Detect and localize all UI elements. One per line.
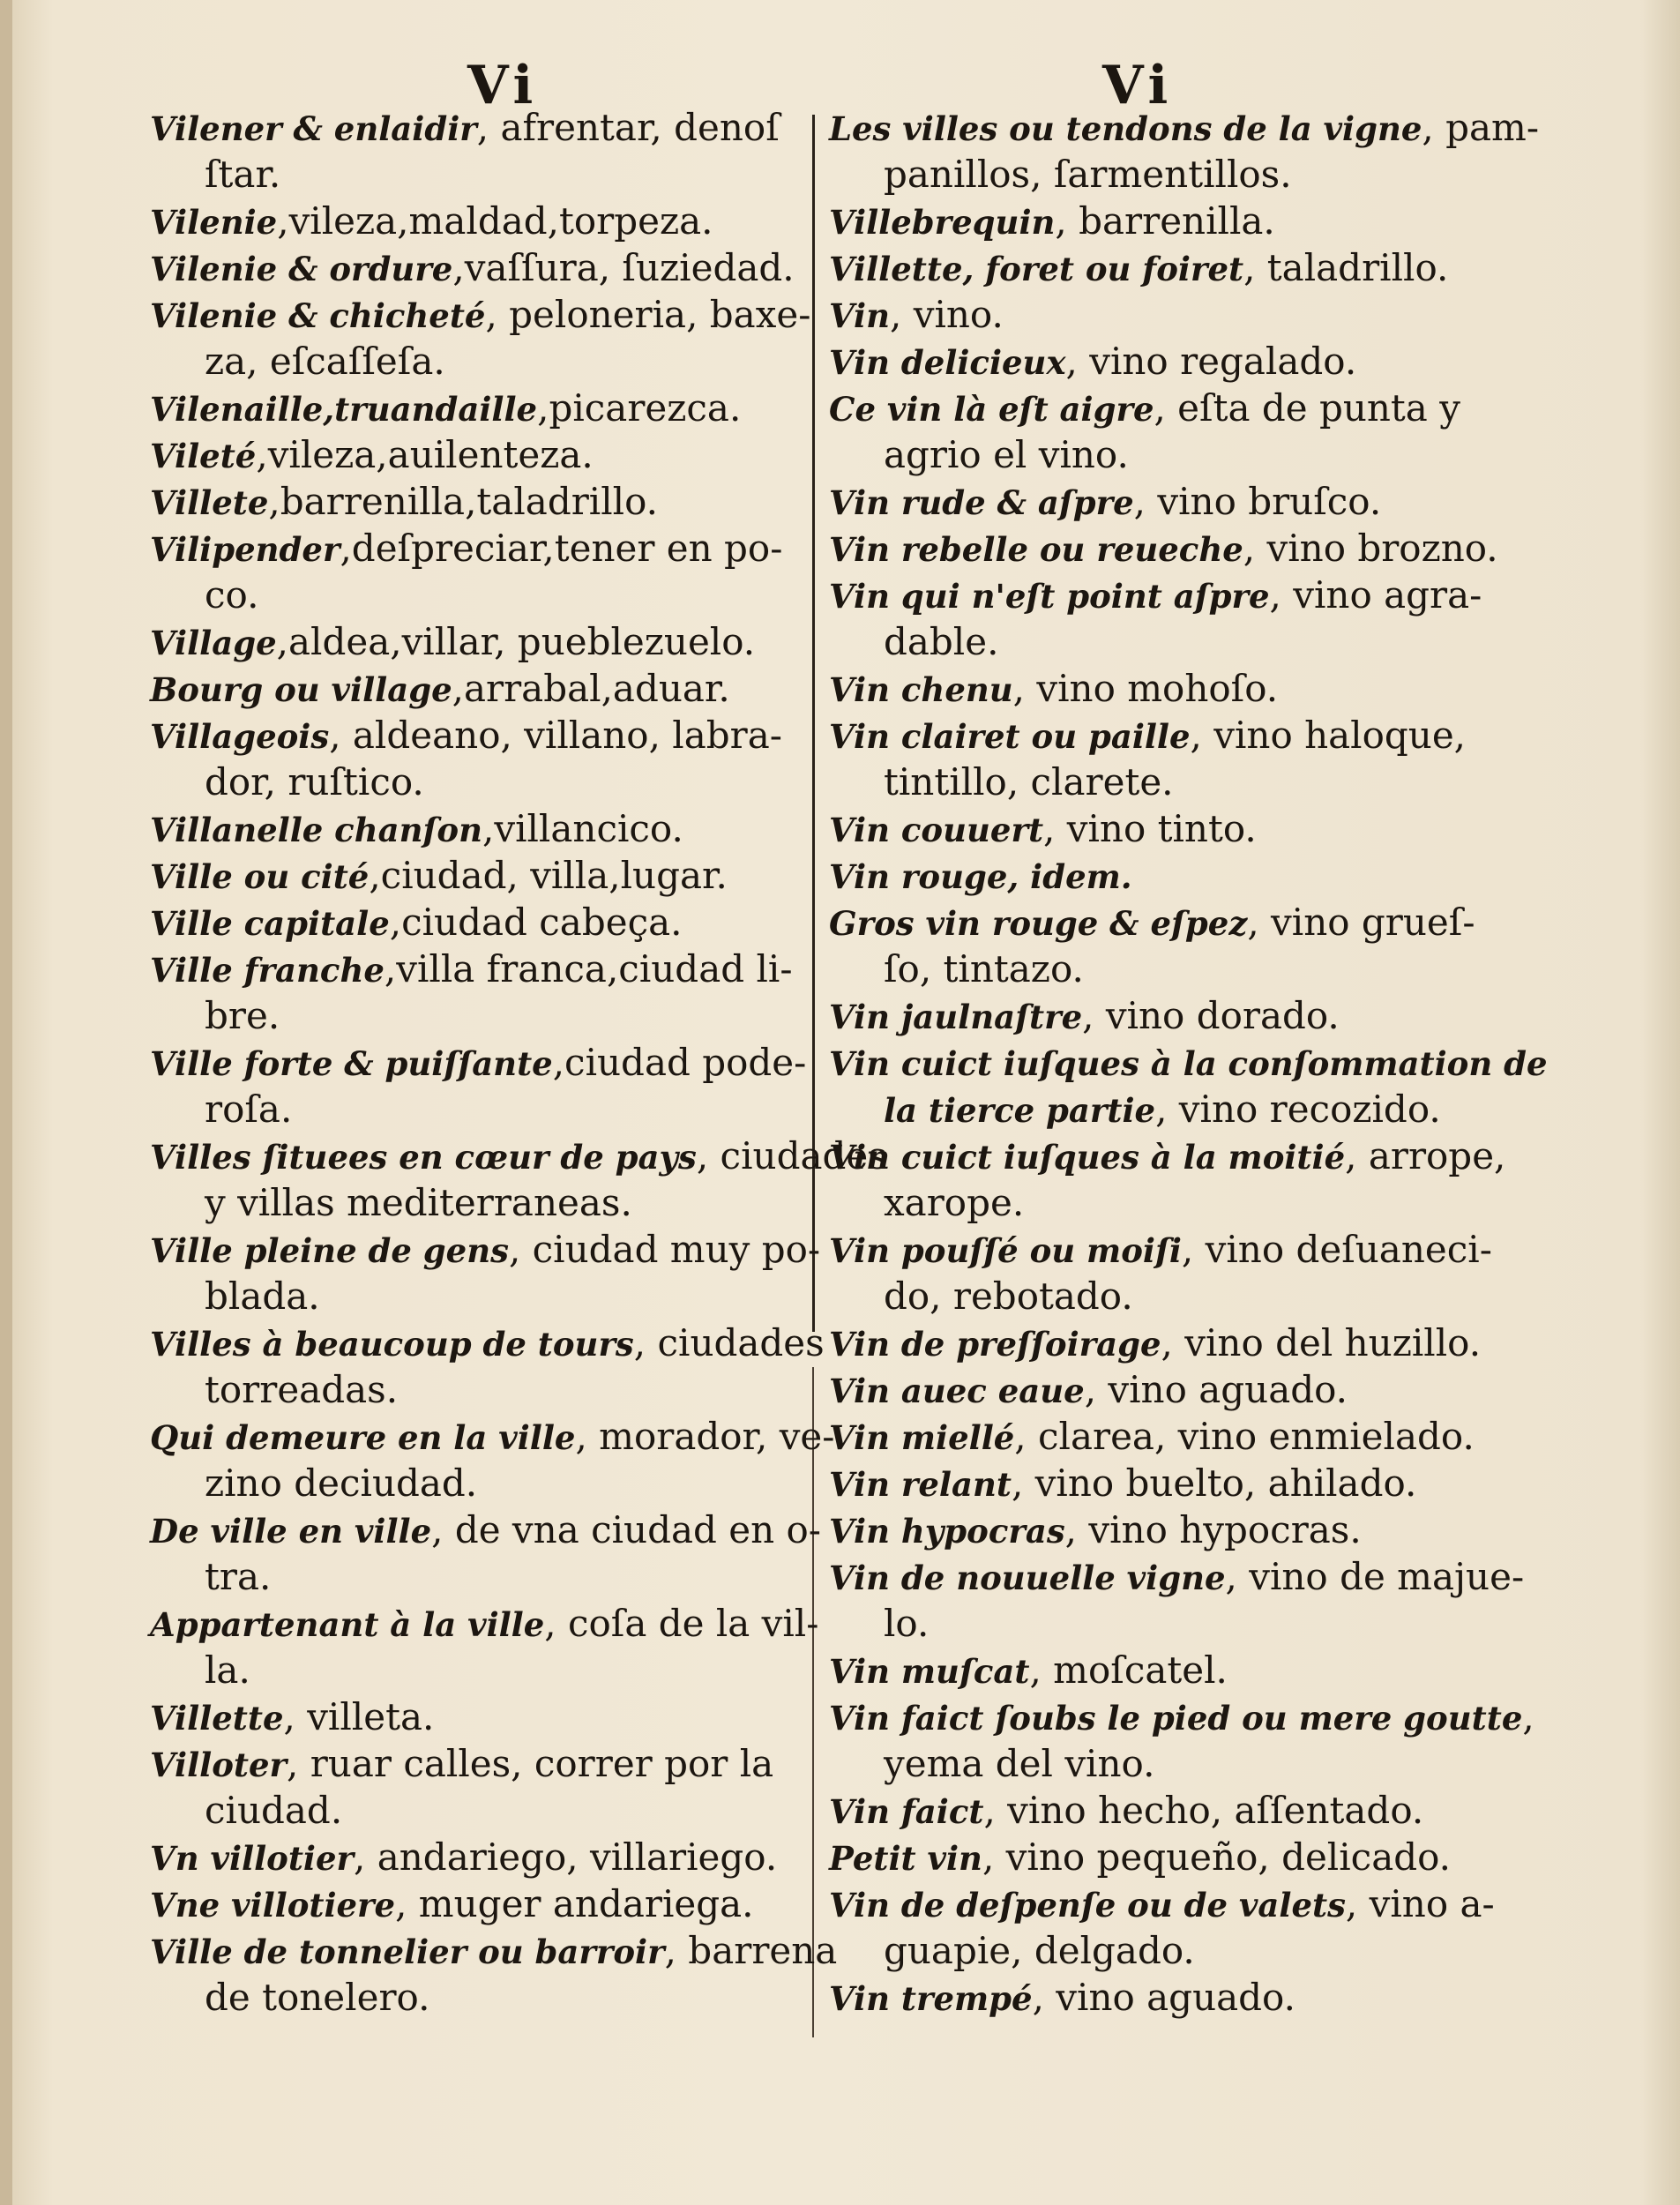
translation: , vino haloque, bbox=[1190, 714, 1467, 757]
headword: Vin de preſſoirage bbox=[829, 1325, 1161, 1364]
translation: guapie, delgado. bbox=[884, 1929, 1195, 1972]
dictionary-entry bbox=[150, 431, 820, 478]
dictionary-entry bbox=[150, 1880, 820, 1927]
headword: Vin de deſpenſe ou de valets bbox=[829, 1886, 1346, 1925]
dictionary-entry bbox=[150, 1039, 820, 1132]
entry-line bbox=[829, 1319, 1508, 1366]
dictionary-entry bbox=[150, 291, 820, 385]
entry-continuation-line bbox=[150, 1787, 820, 1834]
dictionary-entry bbox=[150, 712, 820, 805]
entry-continuation-line bbox=[150, 1273, 820, 1319]
entry-line bbox=[150, 1413, 835, 1460]
dictionary-entry bbox=[150, 525, 820, 618]
translation: xarope. bbox=[884, 1181, 1025, 1224]
page-gutter-edge bbox=[0, 0, 12, 2205]
headword: Appartenant à la ville bbox=[150, 1605, 545, 1644]
headword: Bourg ou village bbox=[150, 670, 452, 709]
dictionary-entry bbox=[829, 992, 1508, 1039]
right-column bbox=[829, 104, 1548, 2021]
dictionary-entry bbox=[150, 1319, 825, 1413]
headword: Ville ou cité bbox=[150, 857, 370, 896]
translation: , ciudad muy po- bbox=[508, 1228, 821, 1271]
headword: Villageois bbox=[150, 717, 330, 756]
entry-line bbox=[829, 1787, 1508, 1834]
entry-line bbox=[150, 525, 820, 572]
translation: , pam- bbox=[1422, 106, 1540, 149]
entry-line bbox=[829, 1132, 1508, 1179]
translation: ciudad. bbox=[205, 1789, 343, 1832]
entry-line bbox=[150, 1132, 887, 1179]
entry-line bbox=[150, 1506, 820, 1553]
dictionary-entry bbox=[150, 478, 820, 525]
headword: Ville capitale bbox=[150, 904, 390, 943]
entry-line bbox=[150, 618, 820, 665]
translation: de tonelero. bbox=[205, 1976, 430, 2019]
dictionary-entry bbox=[829, 104, 1540, 198]
dictionary-entry bbox=[829, 805, 1508, 852]
headword: Vin delicieux bbox=[829, 343, 1066, 382]
translation: , vino regalado. bbox=[1065, 340, 1357, 383]
dictionary-entry bbox=[829, 1413, 1508, 1460]
headword: Vin miellé bbox=[829, 1418, 1015, 1457]
headword: Vilenaille,truandaille bbox=[150, 390, 538, 429]
headword: Villanelle chanſon bbox=[150, 811, 482, 849]
dictionary-entry bbox=[829, 338, 1508, 385]
dictionary-entry bbox=[829, 478, 1508, 525]
translation: ,villancico. bbox=[482, 807, 683, 850]
headword: Vin couuert bbox=[829, 811, 1044, 849]
translation: , afrentar, denoſ bbox=[476, 106, 780, 149]
entry-line bbox=[829, 1366, 1508, 1413]
entry-line bbox=[829, 244, 1508, 291]
translation: , bbox=[1522, 1695, 1534, 1738]
entry-continuation-line bbox=[829, 759, 1508, 805]
translation: , muger andariega. bbox=[395, 1882, 754, 1925]
dictionary-entry bbox=[829, 198, 1508, 244]
entry-line bbox=[829, 291, 1508, 338]
translation: ,vileza,maldad,torpeza. bbox=[277, 199, 713, 243]
headword: Gros vin rouge & eſpez bbox=[829, 904, 1248, 943]
dictionary-entry bbox=[150, 1226, 820, 1319]
headword: Vileté bbox=[150, 437, 257, 475]
dictionary-entry bbox=[829, 1880, 1508, 1974]
headword: Vin clairet ou paille bbox=[829, 717, 1191, 756]
entry-line bbox=[829, 1226, 1508, 1273]
entry-line bbox=[829, 1460, 1508, 1506]
translation: blada. bbox=[205, 1274, 320, 1318]
dictionary-entry bbox=[829, 1366, 1508, 1413]
headword: Vin auec eaue bbox=[829, 1372, 1085, 1410]
translation: , vino recozido. bbox=[1155, 1088, 1441, 1131]
entry-continuation-line bbox=[829, 1740, 1508, 1787]
entry-line bbox=[150, 946, 820, 992]
dictionary-entry bbox=[150, 244, 820, 291]
entry-line bbox=[150, 1319, 825, 1366]
dictionary-entry bbox=[150, 1740, 820, 1834]
dictionary-entry bbox=[829, 291, 1508, 338]
dictionary-entry bbox=[150, 1834, 820, 1880]
dictionary-entry bbox=[150, 1927, 838, 2021]
entry-line bbox=[150, 244, 820, 291]
headword: Petit vin bbox=[829, 1839, 982, 1878]
entry-line bbox=[829, 572, 1508, 618]
headword: Village bbox=[150, 624, 277, 662]
entry-continuation-line bbox=[829, 1273, 1508, 1319]
headword: Villebrequin bbox=[829, 203, 1056, 242]
entry-line bbox=[829, 1647, 1508, 1693]
entry-line bbox=[150, 852, 820, 899]
translation: ,vaſſura, ſuziedad. bbox=[452, 246, 795, 289]
translation: , vino hypocras. bbox=[1064, 1508, 1362, 1551]
translation: ,ciudad, villa,lugar. bbox=[369, 854, 728, 897]
translation: , vino dorado. bbox=[1082, 994, 1340, 1037]
translation: , villeta. bbox=[283, 1695, 435, 1738]
entry-line bbox=[829, 992, 1508, 1039]
headword: Ville franche bbox=[150, 951, 385, 990]
headword: Vne villotiere bbox=[150, 1886, 396, 1925]
headword: Vin cuict iuſques à la moitié bbox=[829, 1138, 1346, 1177]
headword: Vin jaulnaſtre bbox=[829, 998, 1083, 1036]
entry-line bbox=[829, 852, 1508, 899]
entry-line bbox=[150, 805, 820, 852]
headword: Vilenie & chicheté bbox=[150, 296, 486, 335]
translation: ,aldea,villar, pueblezuelo. bbox=[276, 620, 756, 663]
translation: za, eſcaſſeſa. bbox=[205, 340, 445, 383]
dictionary-entry bbox=[829, 1506, 1508, 1553]
headword: Vn villotier bbox=[150, 1839, 355, 1878]
entry-line bbox=[150, 385, 820, 431]
dictionary-entry bbox=[829, 244, 1508, 291]
dictionary-entry bbox=[150, 946, 820, 1039]
dictionary-entry bbox=[829, 385, 1508, 478]
entry-line bbox=[829, 1974, 1508, 2021]
translation: ,picarezca. bbox=[537, 386, 742, 430]
translation: , vino bruſco. bbox=[1133, 480, 1382, 523]
entry-line bbox=[150, 104, 820, 151]
translation: ſo, tintazo. bbox=[884, 947, 1084, 990]
entry-continuation-line bbox=[150, 1086, 820, 1132]
entry-line bbox=[150, 899, 820, 946]
translation: , vino del huzillo. bbox=[1161, 1321, 1482, 1364]
translation: ,deſpreciar,tener en po- bbox=[340, 527, 783, 570]
translation: , vino aguado. bbox=[1084, 1368, 1348, 1411]
dictionary-entry bbox=[150, 805, 820, 852]
entry-line bbox=[829, 198, 1508, 244]
dictionary-entry bbox=[150, 1600, 820, 1693]
translation: ,villa franca,ciudad li- bbox=[384, 947, 793, 990]
entry-line bbox=[829, 805, 1508, 852]
entry-continuation-line bbox=[829, 1179, 1508, 1226]
translation: , peloneria, baxe- bbox=[485, 293, 811, 336]
translation: , taladrillo. bbox=[1243, 246, 1449, 289]
dictionary-entry bbox=[829, 1460, 1508, 1506]
entry-continuation-line bbox=[829, 1600, 1508, 1647]
entry-line bbox=[150, 431, 820, 478]
translation: roſa. bbox=[205, 1088, 293, 1131]
translation: , vino de majue- bbox=[1225, 1555, 1525, 1598]
entry-line bbox=[829, 1880, 1508, 1927]
headword: Vilenie & ordure bbox=[150, 250, 453, 288]
dictionary-entry bbox=[829, 665, 1508, 712]
translation: , ciudades bbox=[696, 1134, 887, 1177]
headword: Vilenie bbox=[150, 203, 278, 242]
entry-continuation-line bbox=[150, 1553, 820, 1600]
entry-line bbox=[150, 1039, 820, 1086]
translation: , morador, ve- bbox=[575, 1415, 835, 1458]
entry-line bbox=[829, 1553, 1525, 1600]
headword: la tierce partie bbox=[884, 1091, 1156, 1130]
headword: Ville pleine de gens bbox=[150, 1231, 509, 1270]
entry-line bbox=[150, 665, 820, 712]
entry-continuation-line bbox=[829, 151, 1508, 198]
translation: lo. bbox=[884, 1602, 930, 1645]
entry-continuation-line bbox=[829, 1086, 1508, 1132]
translation: dor, ruſtico. bbox=[205, 760, 424, 804]
dictionary-entry bbox=[829, 1319, 1508, 1366]
translation: , clarea, vino enmielado. bbox=[1014, 1415, 1475, 1458]
dictionary-entry bbox=[829, 1226, 1508, 1319]
headword: Vin bbox=[829, 296, 891, 335]
entry-line bbox=[829, 1506, 1508, 1553]
entry-continuation-line bbox=[150, 1460, 820, 1506]
entry-line bbox=[829, 525, 1508, 572]
entry-continuation-line bbox=[150, 759, 820, 805]
headword: Vilipender bbox=[150, 530, 340, 569]
translation: , vino pequeño, delicado. bbox=[982, 1835, 1452, 1879]
headword: Vin hypocras bbox=[829, 1512, 1065, 1551]
headword: Villete bbox=[150, 483, 269, 522]
headword: Vin cuict iuſques à la conſommation de bbox=[829, 1044, 1548, 1083]
running-head-left: Vi bbox=[467, 55, 539, 116]
entry-line bbox=[829, 712, 1508, 759]
entry-line bbox=[150, 712, 820, 759]
entry-continuation-line bbox=[829, 946, 1508, 992]
dictionary-entry bbox=[150, 1413, 835, 1506]
entry-line bbox=[150, 1226, 820, 1273]
headword: Vin muſcat bbox=[829, 1652, 1030, 1691]
entry-continuation-line bbox=[150, 1974, 820, 2021]
entry-line bbox=[829, 385, 1508, 431]
headword: De ville en ville bbox=[150, 1512, 432, 1551]
dictionary-entry bbox=[829, 1647, 1508, 1693]
translation: ſtar. bbox=[205, 153, 281, 196]
headword: Vin rude & aſpre bbox=[829, 483, 1134, 522]
entry-continuation-line bbox=[829, 618, 1508, 665]
dictionary-entry bbox=[150, 618, 820, 665]
headword: Ce vin là eſt aigre bbox=[829, 390, 1154, 429]
entry-line bbox=[829, 1413, 1508, 1460]
entry-continuation-line bbox=[150, 1647, 820, 1693]
entry-continuation-line bbox=[150, 151, 820, 198]
dictionary-entry bbox=[150, 1132, 887, 1226]
headword: Les villes ou tendons de la vigne bbox=[829, 109, 1422, 148]
dictionary-entry bbox=[829, 712, 1508, 805]
entry-line bbox=[829, 478, 1508, 525]
entry-line bbox=[150, 1600, 820, 1647]
translation: , barrenilla. bbox=[1055, 199, 1275, 243]
dictionary-entry bbox=[829, 852, 1508, 899]
dictionary-entry bbox=[150, 1693, 820, 1740]
entry-continuation-line bbox=[150, 1179, 820, 1226]
entry-continuation-line bbox=[150, 338, 820, 385]
dictionary-entry bbox=[150, 1506, 820, 1600]
translation: , vino tinto. bbox=[1043, 807, 1257, 850]
translation: , coſa de la vil- bbox=[544, 1602, 819, 1645]
headword: Villoter bbox=[150, 1745, 287, 1784]
entry-continuation-line bbox=[829, 1927, 1508, 1974]
entry-line bbox=[829, 338, 1508, 385]
dictionary-entry bbox=[829, 1834, 1508, 1880]
entry-continuation-line bbox=[150, 992, 820, 1039]
entry-continuation-line bbox=[829, 431, 1508, 478]
entry-line bbox=[150, 291, 820, 338]
dictionary-entry bbox=[150, 385, 820, 431]
entry-line bbox=[829, 1693, 1534, 1740]
translation: torreadas. bbox=[205, 1368, 399, 1411]
translation: yema del vino. bbox=[884, 1742, 1155, 1785]
headword: Ville de tonnelier ou barroir bbox=[150, 1932, 665, 1971]
translation: , vino a- bbox=[1345, 1882, 1495, 1925]
dictionary-entry bbox=[150, 198, 820, 244]
entry-line bbox=[150, 1927, 838, 1974]
translation: , arrope, bbox=[1345, 1134, 1506, 1177]
translation: tintillo, clarete. bbox=[884, 760, 1174, 804]
translation: , moſcatel. bbox=[1029, 1648, 1228, 1692]
headword: Villette bbox=[150, 1699, 284, 1738]
translation: dable. bbox=[884, 620, 999, 663]
headword: Villette, foret ou foiret bbox=[829, 250, 1244, 288]
headword: Vin faict ſoubs le pied ou mere goutte bbox=[829, 1699, 1523, 1738]
dictionary-entry bbox=[829, 1693, 1534, 1787]
translation: , ciudades bbox=[633, 1321, 825, 1364]
headword: Vin qui n'eſt point aſpre bbox=[829, 577, 1270, 616]
translation: zino deciudad. bbox=[205, 1461, 478, 1505]
translation: ,barrenilla,taladrillo. bbox=[268, 480, 658, 523]
entry-line bbox=[829, 899, 1508, 946]
headword: Vin chenu bbox=[829, 670, 1013, 709]
dictionary-entry bbox=[829, 572, 1508, 665]
translation: , vino hecho, aſſentado. bbox=[983, 1789, 1424, 1832]
translation: , vino mohoſo. bbox=[1012, 667, 1279, 710]
headword: Vin faict bbox=[829, 1792, 984, 1831]
headword: Qui demeure en la ville bbox=[150, 1418, 576, 1457]
translation: , andariego, villariego. bbox=[354, 1835, 778, 1879]
entry-line bbox=[829, 1834, 1508, 1880]
headword: Vin trempé bbox=[829, 1979, 1033, 2018]
entry-line bbox=[150, 198, 820, 244]
translation: ,vileza,auilenteza. bbox=[256, 433, 594, 476]
entry-line bbox=[150, 1740, 820, 1787]
translation: tra. bbox=[205, 1555, 272, 1598]
translation: ,ciudad cabeça. bbox=[389, 901, 683, 944]
headword: Villes à beaucoup de tours bbox=[150, 1325, 634, 1364]
headword: Vin pouſſé ou moiſi bbox=[829, 1231, 1182, 1270]
translation: , barrena bbox=[664, 1929, 838, 1972]
dictionary-entry bbox=[829, 1132, 1508, 1226]
headword: Villes ſituees en cœur de pays bbox=[150, 1138, 697, 1177]
translation: agrio el vino. bbox=[884, 433, 1129, 476]
headword: Ville forte & puiſſante bbox=[150, 1044, 553, 1083]
entry-line bbox=[150, 478, 820, 525]
dictionary-entry bbox=[829, 1974, 1508, 2021]
translation: , aldeano, villano, labra- bbox=[329, 714, 782, 757]
translation: , vino. bbox=[890, 293, 1004, 336]
translation: bre. bbox=[205, 994, 280, 1037]
dictionary-entry bbox=[829, 899, 1508, 992]
entry-line bbox=[150, 1880, 820, 1927]
dictionary-entry bbox=[829, 1039, 1548, 1132]
translation: co. bbox=[205, 573, 259, 617]
headword: Vilener & enlaidir bbox=[150, 109, 477, 148]
translation: , vino aguado. bbox=[1032, 1976, 1295, 2019]
translation: , vino brozno. bbox=[1243, 527, 1498, 570]
translation: , vino buelto, ahilado. bbox=[1011, 1461, 1417, 1505]
translation: , ruar calles, correr por la bbox=[287, 1742, 774, 1785]
translation: ,ciudad pode- bbox=[552, 1041, 807, 1084]
headword: Vin rouge, idem. bbox=[829, 857, 1132, 896]
translation: , vino grueſ- bbox=[1247, 901, 1475, 944]
dictionary-entry bbox=[829, 525, 1508, 572]
translation: , eſta de punta y bbox=[1154, 386, 1460, 430]
translation: , vino deſuaneci- bbox=[1181, 1228, 1492, 1271]
entry-line bbox=[829, 665, 1508, 712]
dictionary-entry bbox=[150, 899, 820, 946]
translation: ,arrabal,aduar. bbox=[452, 667, 730, 710]
running-head-right: Vi bbox=[1102, 55, 1174, 116]
entry-continuation-line bbox=[150, 1366, 820, 1413]
entry-line bbox=[829, 104, 1540, 151]
translation: panillos, ſarmentillos. bbox=[884, 153, 1292, 196]
dictionary-entry bbox=[829, 1787, 1508, 1834]
translation: do, rebotado. bbox=[884, 1274, 1133, 1318]
headword: Vin rebelle ou reueche bbox=[829, 530, 1243, 569]
entry-line bbox=[150, 1693, 820, 1740]
dictionary-entry bbox=[150, 852, 820, 899]
entry-continuation-line bbox=[150, 572, 820, 618]
translation: la. bbox=[205, 1648, 250, 1692]
entry-line bbox=[150, 1834, 820, 1880]
dictionary-entry bbox=[150, 104, 820, 198]
dictionary-entry bbox=[829, 1553, 1525, 1647]
entry-line bbox=[829, 1039, 1548, 1086]
headword: Vin relant bbox=[829, 1465, 1012, 1504]
dictionary-entry bbox=[150, 665, 820, 712]
translation: y villas mediterraneas. bbox=[205, 1181, 632, 1224]
translation: , de vna ciudad en o- bbox=[431, 1508, 821, 1551]
headword: Vin de nouuelle vigne bbox=[829, 1558, 1226, 1597]
translation: , vino agra- bbox=[1269, 573, 1482, 617]
